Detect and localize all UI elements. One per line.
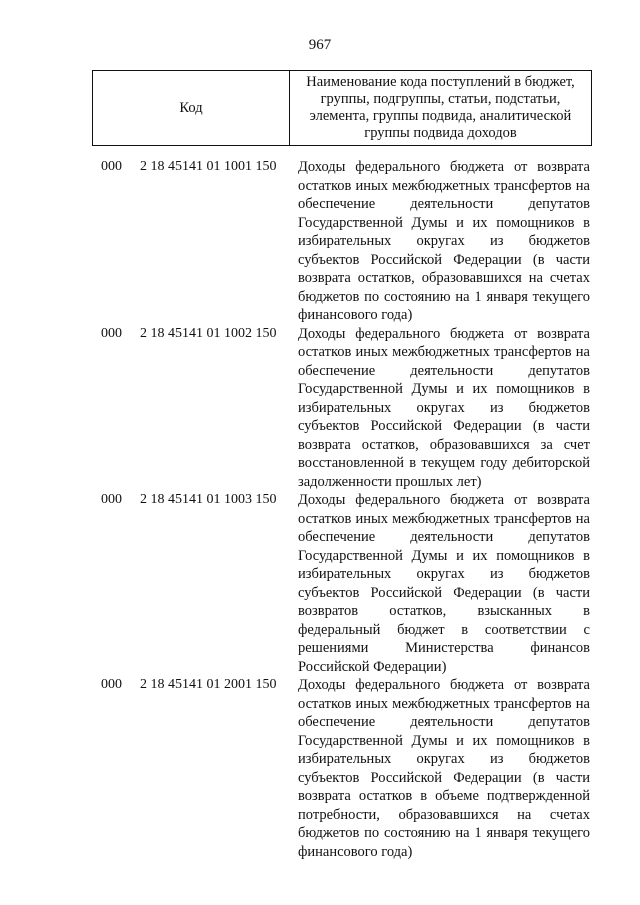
entry-line: избирательных округах из бюджетов [298, 751, 590, 767]
entry-line: избирательных округах из бюджетов [298, 233, 590, 249]
header-name-line: Наименование кода поступлений в бюджет, [306, 74, 575, 90]
entry-line: Доходы федерального бюджета от возврата [298, 325, 590, 342]
entry-line: остатков иных межбюджетных трансфертов на [298, 695, 590, 712]
entry-line: Доходы федерального бюджета от возврата [298, 159, 590, 175]
entry-line: задолженности прошлых лет) [298, 473, 482, 490]
entry-line: Государственной Думы и их помощников в [298, 381, 590, 397]
entry-line: субъектов Российской Федерации (в части [298, 251, 590, 268]
entry-line: финансового года) [298, 307, 413, 323]
entries-list [0, 158, 640, 861]
entry-code: 2 18 45141 01 1002 150 [140, 325, 277, 341]
entry-line: обеспечение деятельности депутатов [298, 362, 590, 379]
entry-prefix: 000 [101, 492, 122, 507]
entry-line: бюджетов по состоянию на 1 января текущего [298, 288, 590, 305]
entry-line: возвратов остатков, взысканных в [298, 603, 590, 619]
page-number: 967 [308, 37, 332, 53]
entry-code: 2 18 45141 01 2001 150 [140, 677, 277, 692]
entry-code: 2 18 45141 01 1003 150 [140, 492, 277, 507]
entry-prefix: 000 [101, 677, 122, 692]
entry-line: Государственной Думы и их помощников в [298, 214, 590, 231]
entry-code: 2 18 45141 01 1001 150 [140, 159, 277, 174]
entry-description [298, 325, 590, 492]
entry-line: остатков иных межбюджетных трансфертов на [298, 344, 590, 360]
entry-line: возврата остатков, образовавшихся за счет [298, 436, 590, 453]
entry-line: обеспечение деятельности депутатов [298, 714, 590, 730]
entry-description [298, 676, 590, 861]
header-name-line: группы, подгруппы, статьи, подстатьи, [320, 91, 561, 107]
entry-line: остатков иных межбюджетных трансфертов на [298, 177, 590, 194]
entry-line: субъектов Российской Федерации (в части [298, 418, 590, 434]
header-name-line: группы подвида доходов [364, 125, 517, 141]
entry-line: бюджетов по состоянию на 1 января текущего [298, 825, 590, 841]
entry-line: восстановленной в текущем году дебиторской [298, 455, 590, 471]
entry-line: избирательных округах из бюджетов [298, 566, 590, 582]
entry-prefix: 000 [101, 159, 122, 174]
table-row [0, 676, 640, 861]
entry-line: Доходы федерального бюджета от возврата [298, 492, 590, 508]
entry-line: обеспечение деятельности депутатов [298, 196, 590, 212]
entry-line: субъектов Российской Федерации (в части [298, 769, 590, 786]
header-code-label: Код [179, 99, 203, 116]
table-header [92, 70, 592, 146]
entry-line: финансового года) [298, 843, 413, 860]
entry-line: Доходы федерального бюджета от возврата [298, 677, 590, 693]
entry-line: Российской Федерации) [298, 658, 447, 675]
header-code-cell [93, 71, 290, 145]
table-row [0, 158, 640, 325]
entry-line: Государственной Думы и их помощников в [298, 547, 590, 564]
entry-line: Государственной Думы и их помощников в [298, 732, 590, 749]
entry-line: обеспечение деятельности депутатов [298, 529, 590, 545]
entry-line: остатков иных межбюджетных трансфертов на [298, 510, 590, 527]
entry-line: потребности, образовавшихся на счетах [298, 806, 590, 823]
header-name-line: элемента, группы подвида, аналитической [309, 108, 572, 124]
entry-line: решениями Министерства финансов [298, 640, 590, 656]
table-row [0, 491, 640, 676]
entry-description [298, 158, 590, 325]
entry-line: субъектов Российской Федерации (в части [298, 584, 590, 601]
entry-line: федеральный бюджет в соответствии с [298, 621, 590, 638]
entry-line: избирательных округах из бюджетов [298, 399, 590, 416]
entry-line: возврата остатков, образовавшихся на счетах [298, 270, 590, 286]
entry-line: возврата остатков в объеме подтвержденной [298, 788, 590, 804]
table-row [0, 325, 640, 492]
entry-description [298, 491, 590, 676]
header-name-cell [290, 71, 591, 145]
entry-prefix: 000 [101, 325, 122, 341]
